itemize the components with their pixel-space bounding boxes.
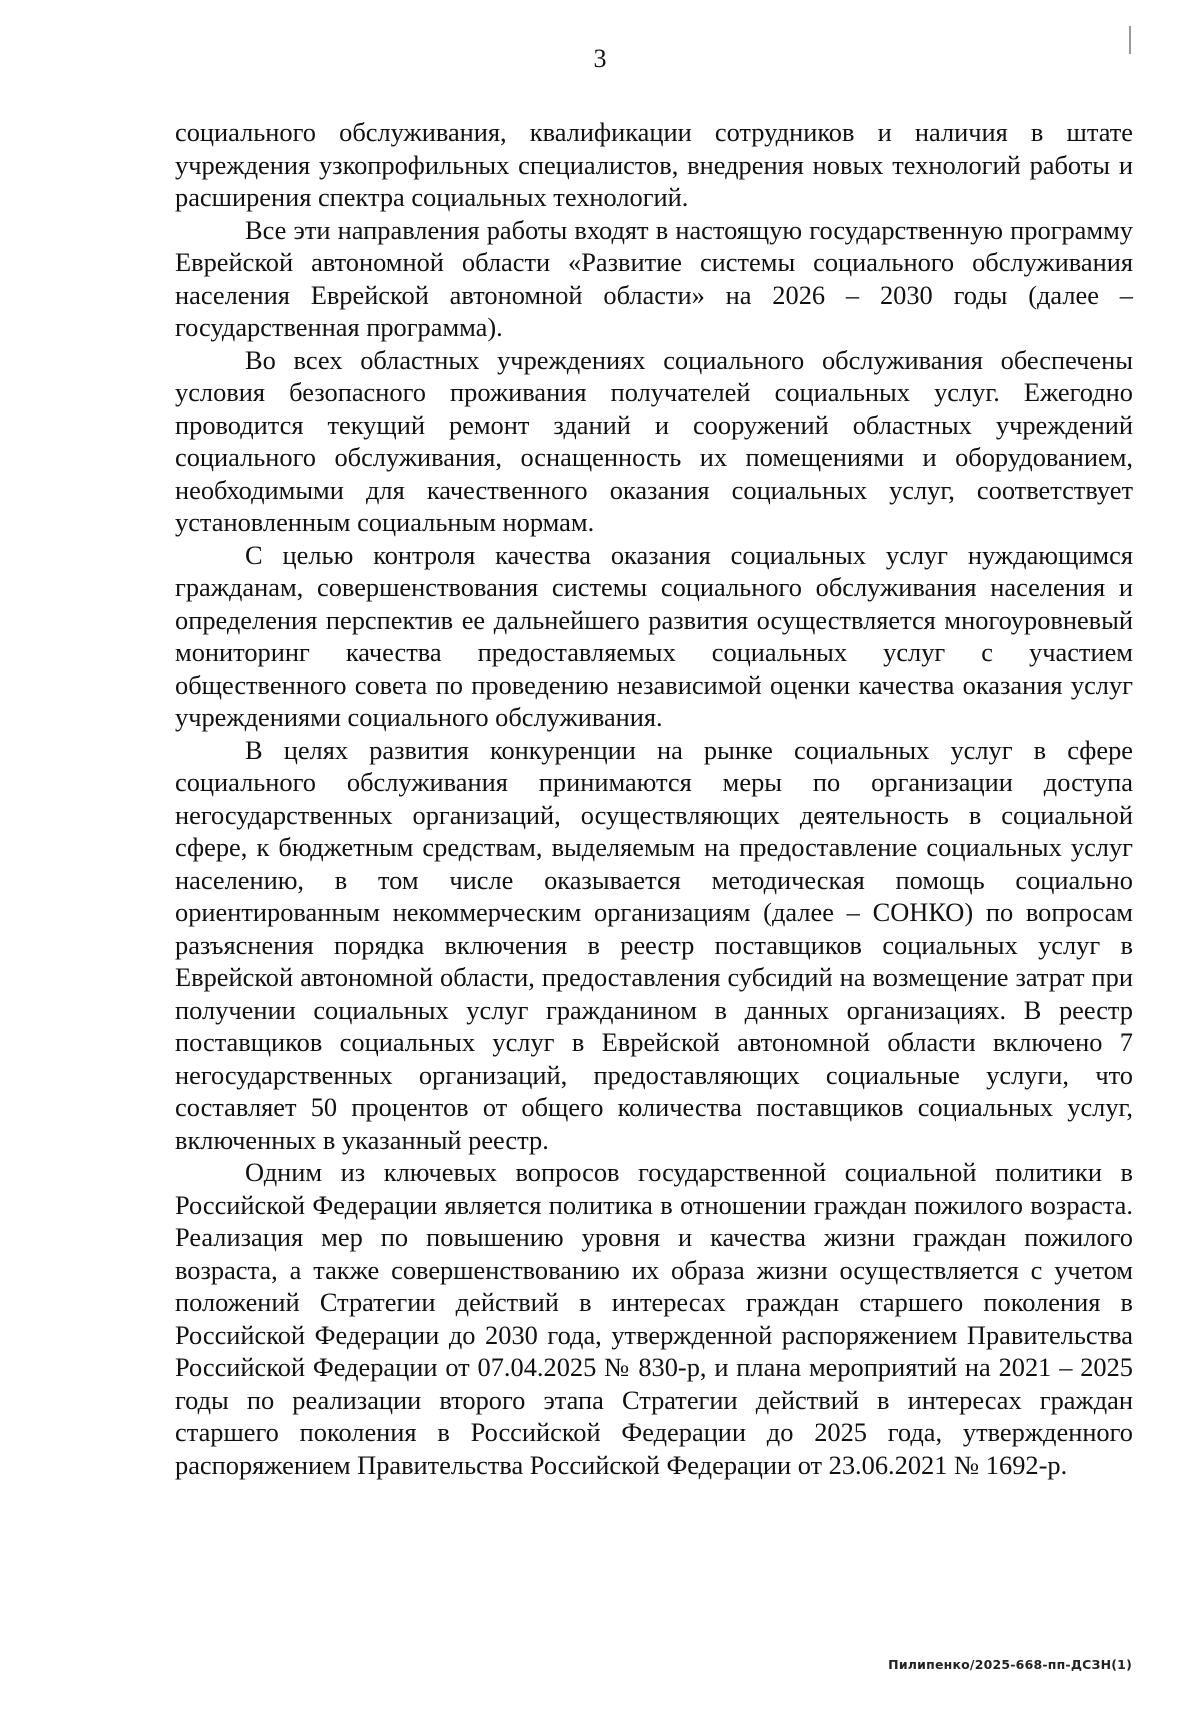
paragraph-continuation: социального обслуживания, квалификации сотрудников и наличия в штате учреждения узкопрофильных специалистов, внедрения новых технологий работы и расширения спектра социальных технологий.	[175, 117, 1133, 212]
paragraph-elderly-policy: Одним из ключевых вопросов государственной социальной политики в Российской Федерации является политика в отношении граждан пожилого возраста. Реализация мер по повышению уровня и качества жизни граждан пожилого возраста, а также совершенствованию их образа жизни осуществляется с учетом положений Стратегии действий в интересах граждан старшего поколения в Российской Федерации до 2030 года, утвержденной распоряжением Правительства Российской Федерации от 07.04.2025 № 830-р, и плана мероприятий на 2021 – 2025 годы по реализации второго этапа Стратегии действий в интересах граждан старшего поколения в Российской Федерации до 2025 года, утвержденного распоряжением Правительства Российской Федерации от 23.06.2021 № 1692-р.	[175, 1157, 1133, 1480]
paragraph-quality-monitoring: С целью контроля качества оказания социальных услуг нуждающимся гражданам, совершенствования системы социального обслуживания населения и определения перспектив ее дальнейшего развития осуществляется многоуровневый мониторинг качества предоставляемых социальных услуг с участием общественного совета по проведению независимой оценки качества оказания услуг учреждениями социального обслуживания.	[175, 539, 1133, 732]
paragraph-state-program: Все эти направления работы входят в настоящую государственную программу Еврейской автономной области «Развитие системы социального обслуживания населения Еврейской автономной области» на 2026 – 2030 годы (далее – государственная программа).	[175, 214, 1133, 342]
document-footer-id: Пилипенко/2025-668-пп-ДСЗН(1)	[888, 1657, 1132, 1672]
paragraph-safe-living-conditions: Во всех областных учреждениях социального обслуживания обеспечены условия безопасного проживания получателей социальных услуг. Ежегодно проводится текущий ремонт зданий и сооружений областных учреждений социального обслуживания, оснащенность их помещениями и оборудованием, необходимыми для качественного оказания социальных услуг, соответствует установленным социальным нормам.	[175, 344, 1133, 537]
page-number: 3	[593, 44, 607, 73]
body-text	[175, 116, 1133, 1481]
paragraph-competition-development: В целях развития конкуренции на рынке социальных услуг в сфере социального обслуживания принимаются меры по организации доступа негосударственных организаций, осуществляющих деятельность в социальной сфере, к бюджетным средствам, выделяемым на предоставление социальных услуг населению, в том числе оказывается методическая помощь социально ориентированным некоммерческим организациям (далее – СОНКО) по вопросам разъяснения порядка включения в реестр поставщиков социальных услуг в Еврейской автономной области, предоставления субсидий на возмещение затрат при получении социальных услуг гражданином в данных организациях. В реестр поставщиков социальных услуг в Еврейской автономной области включено 7 негосударственных организаций, предоставляющих социальные услуги, что составляет 50 процентов от общего количества поставщиков социальных услуг, включенных в указанный реестр.	[175, 734, 1133, 1155]
